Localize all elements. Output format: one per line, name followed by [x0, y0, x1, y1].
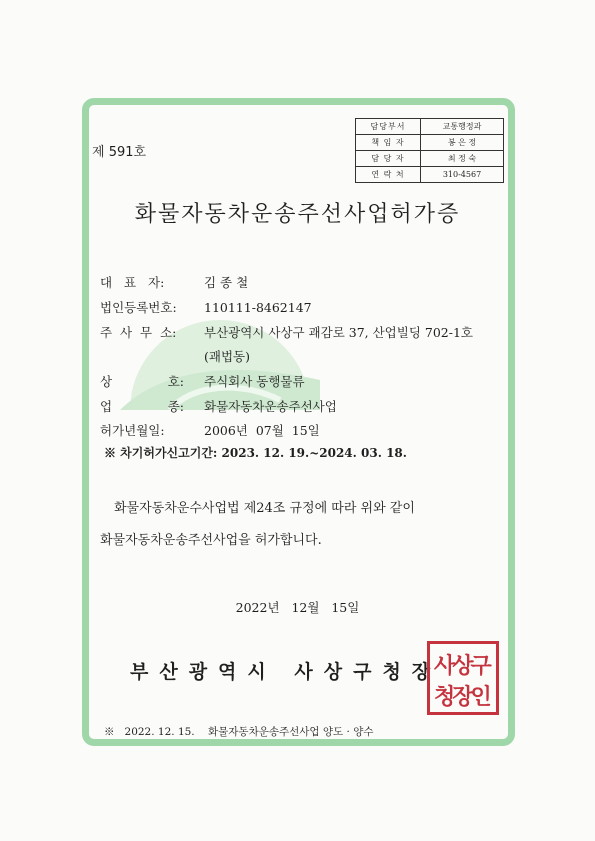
- field-label: 법인등록번호:: [100, 300, 177, 315]
- issuer-name: 부산광역시 사상구청장: [130, 661, 442, 683]
- body-line: 화물자동차운송주선사업을 허가합니다.: [100, 533, 322, 548]
- field-value: 부산광역시 사상구 괘감로 37, 산업빌딩 702-1호: [204, 325, 473, 340]
- table-row: [356, 119, 504, 135]
- field-label: 허가년월일:: [100, 423, 165, 438]
- field-label: 상 호:: [100, 374, 184, 389]
- field-label: 업 종:: [100, 399, 184, 414]
- table-row: [356, 151, 504, 167]
- transfer-footnote: ※ 2022. 12. 15. 화물자동차운송주선사업 양도 · 양수: [104, 726, 374, 738]
- field-corp-reg-no: [100, 298, 312, 316]
- field-label: 주 사 무 소:: [100, 325, 177, 340]
- official-seal: [427, 641, 499, 715]
- seal-text: 청장인: [434, 685, 489, 710]
- page-title: 화물자동차운송주선사업허가증: [134, 202, 461, 227]
- field-value: 화물자동차운송주선사업: [204, 399, 337, 414]
- field-address: [100, 323, 473, 341]
- issue-date: 2022년 12월 15일: [235, 600, 360, 615]
- field-trade-name: [100, 372, 305, 390]
- certificate-body: [100, 493, 510, 557]
- field-value: (괘법동): [204, 349, 250, 364]
- table-row: [356, 167, 504, 183]
- field-value: 2006년 07월 15일: [204, 423, 320, 438]
- field-business-type: [100, 397, 337, 415]
- document-number: 제 591호: [92, 145, 147, 160]
- table-value: 봉 은 정: [421, 135, 504, 151]
- field-representative: [100, 273, 248, 291]
- table-row: [356, 135, 504, 151]
- table-value: 최 정 숙: [421, 151, 504, 167]
- table-label: 담당부서: [356, 119, 421, 135]
- field-value: 110111-8462147: [204, 300, 312, 315]
- table-label: 담 당 자: [356, 151, 421, 167]
- body-line: 화물자동차운수사업법 제24조 규정에 따라 위와 같이: [114, 501, 415, 516]
- management-table: [355, 118, 504, 183]
- field-permit-date: [100, 421, 320, 439]
- table-label: 책 임 자: [356, 135, 421, 151]
- table-value: 교통행정과: [421, 119, 504, 135]
- field-address-cont: [204, 347, 250, 365]
- field-value: 주식회사 동행물류: [204, 374, 305, 389]
- field-value: 김 종 철: [204, 275, 249, 290]
- renewal-notice: ※ 차기허가신고기간: 2023. 12. 19.~2024. 03. 18.: [104, 446, 407, 460]
- table-value: 310-4567: [421, 167, 504, 183]
- seal-text: 사상구: [434, 654, 489, 679]
- field-label: 대 표 자:: [100, 275, 165, 290]
- table-label: 연 락 처: [356, 167, 421, 183]
